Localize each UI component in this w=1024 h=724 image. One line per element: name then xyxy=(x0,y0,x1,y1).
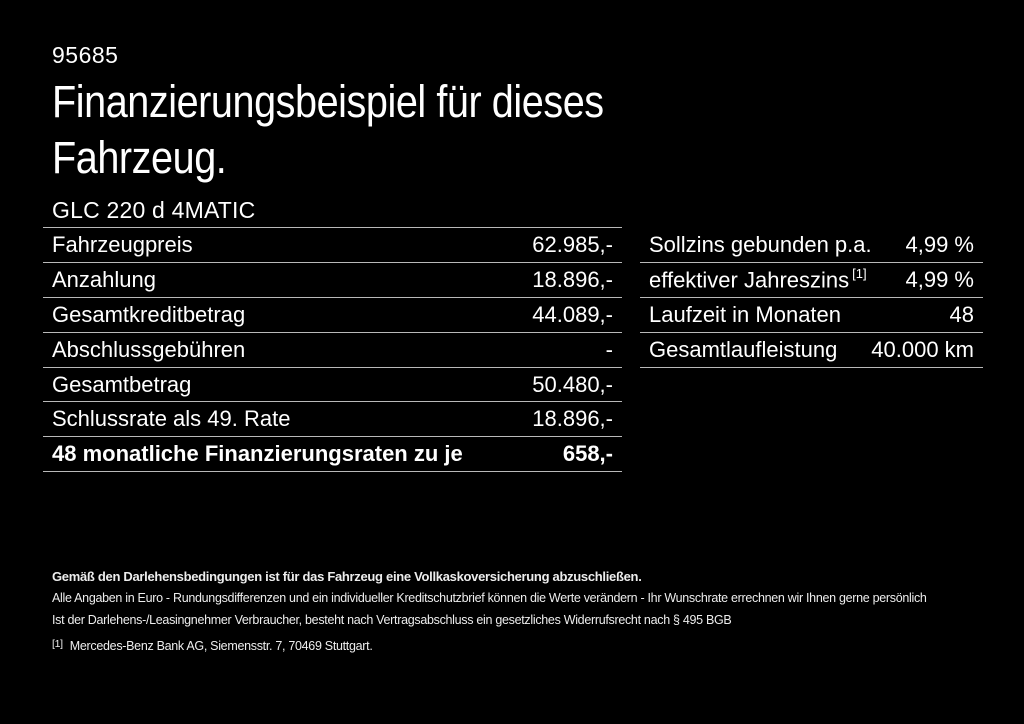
row-value: 62.985,- xyxy=(532,231,613,257)
conditions-table xyxy=(640,228,983,368)
bank-footnote xyxy=(52,639,373,653)
disclaimer-line2: Ist der Darlehens-/Leasingnehmer Verbraucher, besteht nach Vertragsabschluss ein gesetzliches Widerrufsrecht nach § 495 BGB xyxy=(52,613,732,627)
table-row-down-payment xyxy=(43,263,622,298)
row-label: 48 monatliche Finanzierungsraten zu je xyxy=(52,441,463,467)
row-label: Sollzins gebunden p.a. xyxy=(649,231,872,257)
row-label: Anzahlung xyxy=(52,266,156,292)
table-row-total-mileage xyxy=(640,333,983,368)
row-value: 658,- xyxy=(562,441,613,467)
row-label: Fahrzeugpreis xyxy=(52,231,193,257)
footnote-reference: [1] xyxy=(852,265,867,281)
page-title-line1: Finanzierungsbeispiel für dieses xyxy=(52,76,604,127)
footnote-marker: [1] xyxy=(52,638,63,650)
insurance-note: Gemäß den Darlehensbedingungen ist für das Fahrzeug eine Vollkaskoversicherung abzuschließen. xyxy=(52,569,642,584)
row-value: 44.089,- xyxy=(532,301,613,327)
row-value: 4,99 % xyxy=(905,231,974,257)
page-title xyxy=(52,74,604,186)
disclaimer-line1: Alle Angaben in Euro - Rundungsdifferenzen und ein individueller Kreditschutzbrief können die Werte verändern - Ihr Wunschrate errechnen wir Ihnen gerne persönlich xyxy=(52,591,927,605)
row-label: Abschlussgebühren xyxy=(52,336,246,362)
table-row-closing-fees xyxy=(43,333,622,368)
vehicle-model-heading: GLC 220 d 4MATIC xyxy=(52,197,256,223)
table-row-term-months xyxy=(640,298,983,333)
table-row-total-credit xyxy=(43,298,622,333)
page-title-line2: Fahrzeug. xyxy=(52,132,227,183)
table-row-monthly-rate xyxy=(43,437,622,472)
footnote-text: Mercedes-Benz Bank AG, Siemensstr. 7, 70469 Stuttgart. xyxy=(69,639,373,653)
row-label: effektiver Jahreszins [1] xyxy=(649,265,867,292)
row-value: 50.480,- xyxy=(532,371,613,397)
table-row-total-amount xyxy=(43,368,622,403)
row-label: Gesamtlaufleistung xyxy=(649,336,838,362)
table-row-vehicle-price xyxy=(43,228,622,263)
row-label: Laufzeit in Monaten xyxy=(649,301,842,327)
row-value: - xyxy=(605,336,613,362)
row-label: Schlussrate als 49. Rate xyxy=(52,406,291,432)
row-label: Gesamtbetrag xyxy=(52,371,192,397)
table-row-nominal-interest xyxy=(640,228,983,263)
table-row-effective-interest xyxy=(640,263,983,298)
financing-table xyxy=(43,227,622,472)
row-label: Gesamtkreditbetrag xyxy=(52,301,246,327)
doc-number: 95685 xyxy=(52,42,119,68)
row-value: 18.896,- xyxy=(532,266,613,292)
row-value: 4,99 % xyxy=(905,266,974,292)
row-value: 18.896,- xyxy=(532,406,613,432)
row-value: 48 xyxy=(949,301,974,327)
row-value: 40.000 km xyxy=(871,336,974,362)
table-row-final-rate xyxy=(43,402,622,437)
